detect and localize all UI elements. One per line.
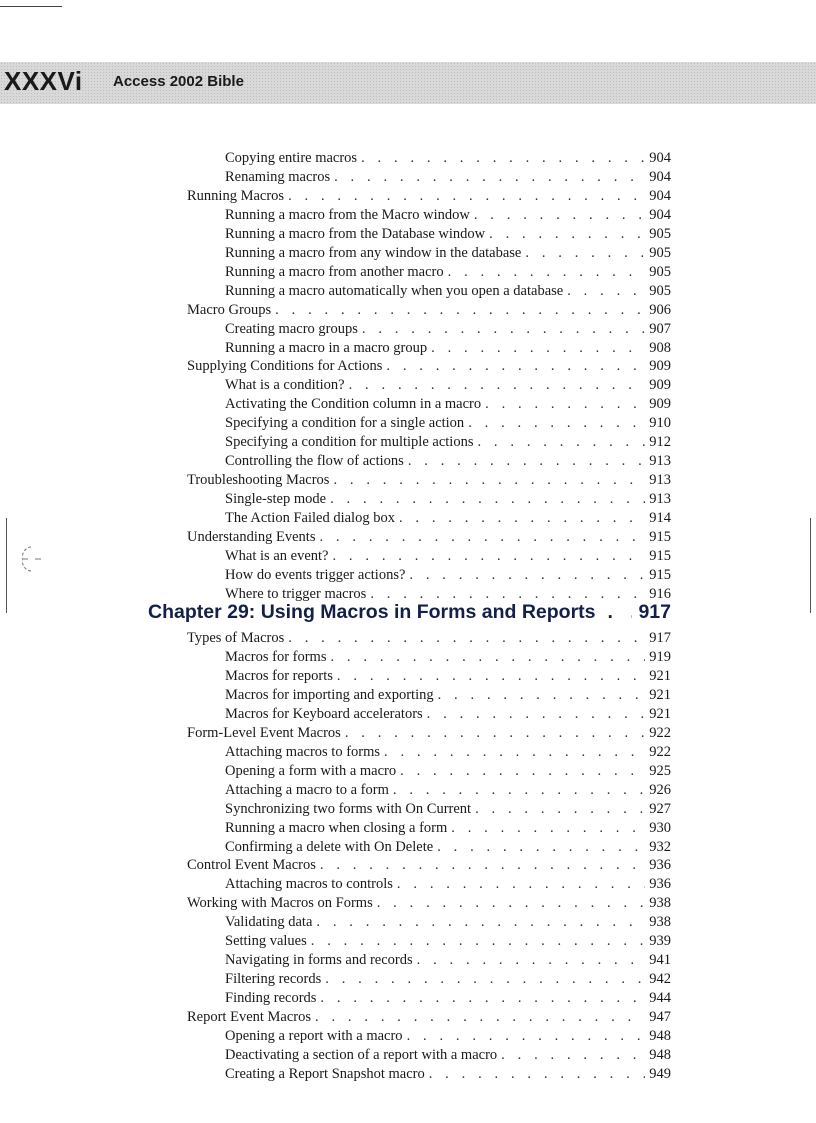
- entry-page: 909: [649, 358, 671, 375]
- entry-title: Working with Macros on Forms: [187, 895, 373, 912]
- leader-dots: [477, 432, 645, 452]
- leader-dots: [409, 565, 645, 585]
- leader-dots: [333, 470, 645, 490]
- toc-subsection-entry[interactable]: [225, 243, 671, 263]
- crop-line-left: [6, 518, 7, 613]
- entry-title: Form-Level Event Macros: [187, 724, 341, 741]
- entry-page: 910: [649, 415, 671, 432]
- toc-subsection-entry[interactable]: [225, 205, 671, 225]
- entry-page: 948: [649, 1046, 671, 1063]
- entry-page: 938: [649, 895, 671, 912]
- entry-title: Report Event Macros: [187, 1009, 312, 1025]
- toc-subsection-entry[interactable]: [225, 281, 671, 301]
- entry-title: Attaching macros to controls: [225, 876, 393, 893]
- leader-dots: [311, 931, 645, 951]
- leader-dots: [384, 742, 645, 762]
- entry-page: 913: [649, 453, 671, 470]
- entry-title: What is a condition?: [225, 377, 345, 394]
- entry-title: Troubleshooting Macros: [187, 472, 330, 489]
- entry-page: 916: [649, 585, 671, 602]
- toc-section-entry[interactable]: [187, 855, 671, 875]
- toc-subsection-entry[interactable]: [225, 319, 671, 339]
- leader-dots: [525, 243, 645, 263]
- toc-subsection-entry[interactable]: [225, 666, 671, 686]
- entry-page: 939: [649, 933, 671, 950]
- leader-dots: [330, 489, 645, 509]
- leader-dots: [393, 780, 645, 800]
- toc-subsection-entry[interactable]: [225, 931, 671, 951]
- leader-dots: [448, 262, 646, 282]
- toc-subsection-entry[interactable]: [225, 837, 671, 857]
- toc-subsection-entry[interactable]: [225, 432, 671, 452]
- toc-subsection-entry[interactable]: [225, 874, 671, 894]
- entry-title: Control Event Macros: [187, 857, 316, 874]
- leader-dots: [370, 584, 645, 604]
- entry-title: Supplying Conditions for Actions: [187, 358, 383, 375]
- leader-dots: [320, 988, 645, 1008]
- toc-subsection-entry[interactable]: [225, 988, 671, 1008]
- toc-section-entry[interactable]: [187, 527, 671, 547]
- book-title: Access 2002 Bible: [113, 73, 244, 90]
- leader-dots: [408, 451, 645, 471]
- entry-page: 909: [649, 396, 671, 413]
- leader-dots: [567, 281, 645, 301]
- leader-dots: [319, 527, 645, 547]
- entry-title: Opening a report with a macro: [225, 1028, 403, 1044]
- entry-title: Where to trigger macros: [225, 585, 367, 602]
- chapter-title: Chapter 29: Using Macros in Forms and Reports: [148, 601, 596, 623]
- toc-section-entry[interactable]: [187, 1007, 671, 1027]
- leader-dots: [397, 874, 645, 894]
- leader-dots: [431, 338, 645, 358]
- toc-subsection-entry[interactable]: [225, 167, 671, 187]
- toc-subsection-entry[interactable]: [225, 262, 671, 282]
- entry-title: Macros for forms: [225, 649, 327, 665]
- entry-page: 904: [649, 150, 671, 166]
- entry-title: What is an event?: [225, 548, 329, 564]
- entry-page: 941: [649, 952, 671, 969]
- leader-dots: [361, 148, 645, 168]
- toc-subsection-entry[interactable]: [225, 685, 671, 705]
- toc-section-entry[interactable]: [187, 186, 671, 206]
- leader-dots: [438, 685, 646, 705]
- entry-title: Running a macro from another macro: [225, 263, 444, 280]
- entry-page: 921: [649, 686, 671, 703]
- leader-dots: [345, 723, 645, 743]
- entry-page: 922: [649, 724, 671, 741]
- toc-section-entry[interactable]: [187, 356, 671, 376]
- leader-dots: [400, 761, 645, 781]
- toc-subsection-entry[interactable]: [225, 1064, 671, 1084]
- entry-page: 936: [649, 857, 671, 874]
- leader-dots: [320, 855, 645, 875]
- entry-title: Creating a Report Snapshot macro: [225, 1065, 425, 1082]
- leader-dots: [489, 224, 645, 244]
- entry-page: 930: [649, 819, 671, 836]
- toc-section-entry[interactable]: [187, 470, 671, 490]
- toc-subsection-entry[interactable]: [225, 780, 671, 800]
- entry-title: Macros for importing and exporting: [225, 686, 434, 703]
- entry-page: 908: [649, 339, 671, 356]
- leader-dots: [275, 300, 645, 320]
- leader-dots: [407, 1026, 646, 1046]
- entry-page: 904: [649, 187, 671, 204]
- page-number: XXXVi: [4, 66, 83, 96]
- entry-title: Running a macro when closing a form: [225, 819, 448, 836]
- entry-page: 905: [649, 225, 671, 242]
- leader-dots: [362, 319, 645, 339]
- toc-subsection-entry[interactable]: [225, 704, 671, 724]
- leader-dots: [288, 186, 645, 206]
- entry-page: 905: [649, 263, 671, 280]
- leader-dots: [334, 167, 645, 187]
- entry-title: Renaming macros: [225, 168, 331, 185]
- leader-dots: [474, 205, 645, 225]
- entry-title: Specifying a condition for multiple actions: [225, 434, 474, 451]
- toc-subsection-entry[interactable]: [225, 546, 671, 566]
- leader-dots: [429, 1064, 646, 1084]
- entry-page: 904: [649, 168, 671, 185]
- toc-subsection-entry[interactable]: [225, 375, 671, 395]
- entry-title: Copying entire macros: [225, 150, 358, 166]
- entry-page: 938: [649, 914, 671, 931]
- entry-title: Running Macros: [187, 187, 285, 204]
- entry-title: Running a macro in a macro group: [225, 339, 428, 356]
- entry-page: 942: [649, 971, 671, 988]
- toc-subsection-entry[interactable]: [225, 818, 671, 838]
- toc-section-entry[interactable]: [187, 893, 671, 913]
- toc-subsection-entry[interactable]: [225, 950, 671, 970]
- entry-title: Attaching macros to forms: [225, 743, 381, 760]
- entry-title: Running a macro from any window in the database: [225, 244, 522, 261]
- entry-title: Navigating in forms and records: [225, 952, 413, 969]
- entry-title: Running a macro from the Database window: [225, 225, 486, 242]
- entry-page: 921: [649, 705, 671, 722]
- entry-title: Validating data: [225, 914, 313, 931]
- entry-page: 912: [649, 434, 671, 451]
- toc-subsection-entry[interactable]: [225, 799, 671, 819]
- entry-page: 907: [649, 320, 671, 337]
- entry-title: Understanding Events: [187, 529, 316, 545]
- entry-title: Deactivating a section of a report with a macro: [225, 1046, 498, 1063]
- leader-dots: [485, 394, 645, 414]
- entry-page: 915: [649, 548, 671, 564]
- entry-page: 948: [649, 1028, 671, 1044]
- toc-subsection-entry[interactable]: [225, 1026, 671, 1046]
- leader-dots: [386, 356, 645, 376]
- leader-dots: [501, 1045, 645, 1065]
- toc-subsection-entry[interactable]: [225, 508, 671, 528]
- top-rule: [0, 6, 62, 7]
- entry-title: Specifying a condition for a single action: [225, 415, 465, 432]
- leader-dots: [349, 375, 646, 395]
- leader-dots: [427, 704, 646, 724]
- entry-page: 904: [649, 206, 671, 223]
- entry-page: 915: [649, 529, 671, 545]
- toc-subsection-entry[interactable]: [225, 761, 671, 781]
- toc-subsection-entry[interactable]: [225, 912, 671, 932]
- toc-subsection-entry[interactable]: [225, 647, 671, 667]
- entry-title: Controlling the flow of actions: [225, 453, 404, 470]
- leader-dots: [417, 950, 646, 970]
- leader-dots: [608, 601, 633, 624]
- entry-title: Macros for Keyboard accelerators: [225, 705, 423, 722]
- leader-dots: [316, 912, 645, 932]
- toc-subsection-entry[interactable]: [225, 489, 671, 509]
- toc-subsection-entry[interactable]: [225, 338, 671, 358]
- entry-title: How do events trigger actions?: [225, 566, 406, 583]
- leader-dots: [475, 799, 645, 819]
- entry-title: Activating the Condition column in a macro: [225, 396, 482, 413]
- entry-page: 949: [649, 1065, 671, 1082]
- entry-title: The Action Failed dialog box: [225, 510, 395, 527]
- entry-title: Setting values: [225, 933, 307, 950]
- leader-dots: [399, 508, 645, 528]
- toc-subsection-entry[interactable]: [225, 969, 671, 989]
- entry-page: 926: [649, 781, 671, 798]
- toc-section-entry[interactable]: [187, 723, 671, 743]
- entry-title: Macros for reports: [225, 667, 333, 684]
- entry-page: 936: [649, 876, 671, 893]
- toc-subsection-entry[interactable]: [225, 413, 671, 433]
- entry-title: Finding records: [225, 990, 317, 1006]
- entry-title: Attaching a macro to a form: [225, 781, 389, 798]
- entry-title: Confirming a delete with On Delete: [225, 838, 434, 855]
- entry-title: Opening a form with a macro: [225, 762, 397, 779]
- leader-dots: [337, 666, 645, 686]
- leader-dots: [451, 818, 645, 838]
- toc-subsection-entry[interactable]: [225, 148, 671, 168]
- registration-mark-icon: [22, 546, 42, 572]
- entry-title: Types of Macros: [187, 630, 285, 646]
- leader-dots: [332, 546, 645, 566]
- entry-page: 917: [649, 630, 671, 646]
- leader-dots: [325, 969, 645, 989]
- entry-title: Filtering records: [225, 971, 322, 988]
- entry-page: 915: [649, 566, 671, 583]
- leader-dots: [315, 1007, 645, 1027]
- entry-page: 921: [649, 667, 671, 684]
- entry-page: 913: [649, 472, 671, 489]
- leader-dots: [437, 837, 645, 857]
- entry-page: 905: [649, 282, 671, 299]
- toc-subsection-entry[interactable]: [225, 451, 671, 471]
- entry-page: 905: [649, 244, 671, 261]
- leader-dots: [377, 893, 646, 913]
- entry-page: 927: [649, 800, 671, 817]
- toc-subsection-entry[interactable]: [225, 565, 671, 585]
- entry-title: Running a macro automatically when you open a database: [225, 282, 564, 299]
- crop-line-right: [810, 518, 811, 613]
- entry-page: 922: [649, 743, 671, 760]
- toc-subsection-entry[interactable]: [225, 394, 671, 414]
- toc-subsection-entry[interactable]: [225, 1045, 671, 1065]
- entry-page: 947: [649, 1009, 671, 1025]
- chapter-page: 917: [638, 601, 671, 623]
- entry-page: 906: [649, 301, 671, 318]
- entry-page: 919: [649, 649, 671, 665]
- toc-subsection-entry[interactable]: [225, 584, 671, 604]
- entry-title: Single-step mode: [225, 491, 327, 508]
- entry-page: 944: [649, 990, 671, 1006]
- entry-page: 909: [649, 377, 671, 394]
- entry-page: 932: [649, 838, 671, 855]
- entry-title: Running a macro from the Macro window: [225, 206, 470, 223]
- entry-title: Synchronizing two forms with On Current: [225, 800, 472, 817]
- entry-page: 925: [649, 762, 671, 779]
- leader-dots: [288, 628, 645, 648]
- leader-dots: [468, 413, 645, 433]
- entry-page: 913: [649, 491, 671, 508]
- toc-section-entry[interactable]: [187, 300, 671, 320]
- toc-section-entry[interactable]: [187, 628, 671, 648]
- leader-dots: [330, 647, 645, 667]
- toc-subsection-entry[interactable]: [225, 742, 671, 762]
- entry-title: Macro Groups: [187, 301, 272, 318]
- entry-page: 914: [649, 510, 671, 527]
- entry-title: Creating macro groups: [225, 320, 358, 337]
- toc-subsection-entry[interactable]: [225, 224, 671, 244]
